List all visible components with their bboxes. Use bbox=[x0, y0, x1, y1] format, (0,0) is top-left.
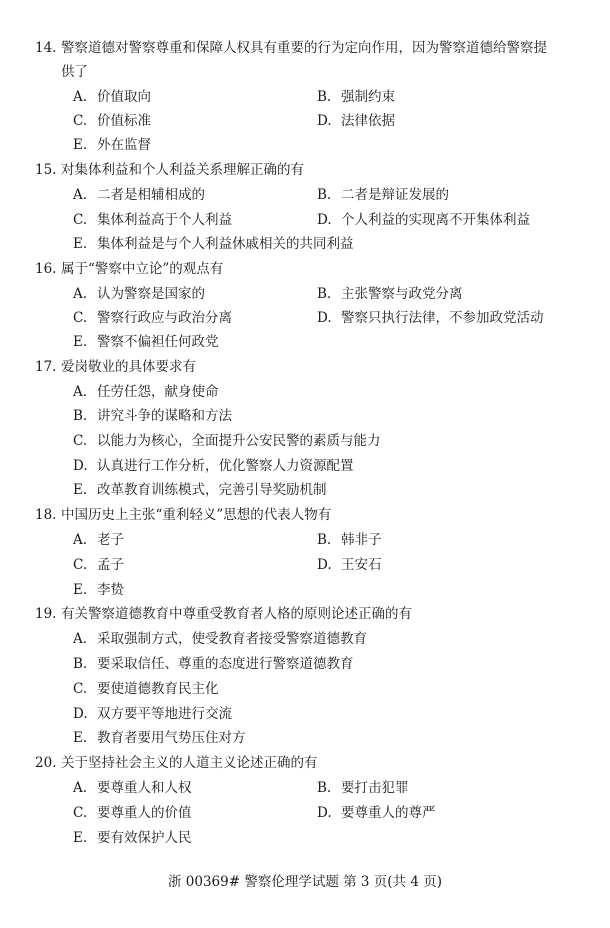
option-b bbox=[317, 528, 382, 552]
option-letter: B. bbox=[317, 89, 332, 105]
option-letter: B. bbox=[317, 532, 332, 548]
option-letter: B. bbox=[73, 408, 88, 424]
option-text: 强制约束 bbox=[341, 89, 395, 105]
option-b bbox=[317, 183, 449, 207]
option-letter: C. bbox=[73, 310, 88, 326]
option-text: 要尊重人的尊严 bbox=[341, 805, 436, 821]
option-letter: B. bbox=[73, 656, 88, 672]
option-letter: D. bbox=[317, 310, 332, 326]
option-text: 要有效保护人民 bbox=[97, 830, 192, 846]
option-d bbox=[317, 306, 544, 330]
option-text: 警察行政应与政治分离 bbox=[97, 310, 232, 326]
option-a bbox=[73, 282, 205, 306]
option-a bbox=[73, 776, 192, 800]
question-text: 关于坚持社会主义的人道主义论述正确的有 bbox=[61, 755, 318, 771]
option-letter: C. bbox=[73, 433, 88, 449]
option-c bbox=[73, 429, 381, 453]
option-a bbox=[73, 627, 367, 651]
option-text: 要尊重人的价值 bbox=[97, 805, 192, 821]
option-c bbox=[73, 306, 232, 330]
option-letter: D. bbox=[317, 557, 332, 573]
question-14 bbox=[35, 36, 575, 84]
option-letter: D. bbox=[73, 706, 88, 722]
option-c bbox=[73, 208, 232, 232]
option-letter: C. bbox=[73, 681, 88, 697]
question-text: 爱岗敬业的具体要求有 bbox=[61, 359, 196, 375]
option-letter: E. bbox=[73, 730, 88, 746]
option-text: 价值标准 bbox=[97, 113, 151, 129]
option-text: 孟子 bbox=[97, 557, 124, 573]
option-letter: B. bbox=[317, 187, 332, 203]
question-stem bbox=[35, 602, 575, 626]
question-number: 19. bbox=[35, 606, 57, 622]
option-text: 二者是相辅相成的 bbox=[97, 187, 205, 203]
option-text: 价值取向 bbox=[97, 89, 151, 105]
option-text: 韩非子 bbox=[341, 532, 382, 548]
option-letter: A. bbox=[73, 286, 88, 302]
option-d bbox=[73, 702, 232, 726]
option-e bbox=[73, 578, 124, 602]
option-e bbox=[73, 726, 246, 750]
question-stem bbox=[35, 751, 575, 775]
question-15 bbox=[35, 158, 575, 182]
option-letter: D. bbox=[317, 113, 332, 129]
option-text: 认为警察是国家的 bbox=[97, 286, 205, 302]
option-d bbox=[317, 109, 395, 133]
option-letter: D. bbox=[73, 458, 88, 474]
option-d bbox=[317, 801, 436, 825]
option-text: 王安石 bbox=[341, 557, 382, 573]
option-letter: E. bbox=[73, 582, 88, 598]
option-letter: B. bbox=[317, 780, 332, 796]
option-text: 要打击犯罪 bbox=[341, 780, 409, 796]
question-number: 14. bbox=[35, 40, 57, 56]
question-number: 15. bbox=[35, 162, 57, 178]
question-number: 16. bbox=[35, 261, 57, 277]
option-text: 警察只执行法律，不参加政党活动 bbox=[341, 310, 544, 326]
option-letter: C. bbox=[73, 212, 88, 228]
option-letter: A. bbox=[73, 89, 88, 105]
option-a bbox=[73, 380, 219, 404]
option-letter: B. bbox=[317, 286, 332, 302]
option-letter: A. bbox=[73, 532, 88, 548]
question-text: 中国历史上主张“重利轻义”思想的代表人物有 bbox=[61, 507, 332, 523]
question-number: 17. bbox=[35, 359, 57, 375]
question-stem bbox=[35, 158, 575, 182]
option-text: 外在监督 bbox=[97, 137, 151, 153]
option-text: 二者是辩证发展的 bbox=[341, 187, 449, 203]
question-text: 属于“警察中立论”的观点有 bbox=[61, 261, 224, 277]
option-letter: A. bbox=[73, 780, 88, 796]
option-text: 集体利益高于个人利益 bbox=[97, 212, 232, 228]
option-letter: E. bbox=[73, 482, 88, 498]
option-e bbox=[73, 232, 354, 256]
question-20 bbox=[35, 751, 575, 775]
option-b bbox=[317, 776, 409, 800]
option-a bbox=[73, 528, 124, 552]
option-text: 教育者要用气势压住对方 bbox=[97, 730, 246, 746]
option-e bbox=[73, 478, 327, 502]
option-text: 要使道德教育民主化 bbox=[97, 681, 219, 697]
question-stem bbox=[35, 257, 575, 281]
question-text: 警察道德对警察尊重和保障人权具有重要的行为定向作用，因为警察道德给警察提 bbox=[61, 40, 547, 56]
option-text: 李贽 bbox=[97, 582, 124, 598]
page-footer: 浙 00369# 警察伦理学试题 第 3 页(共 4 页) bbox=[167, 874, 442, 890]
option-c bbox=[73, 553, 124, 577]
option-c bbox=[73, 677, 219, 701]
option-text: 要尊重人和人权 bbox=[97, 780, 192, 796]
option-c bbox=[73, 801, 192, 825]
option-letter: D. bbox=[317, 805, 332, 821]
option-c bbox=[73, 109, 151, 133]
option-d bbox=[317, 553, 382, 577]
question-stem bbox=[35, 355, 575, 379]
option-e bbox=[73, 826, 192, 850]
option-letter: C. bbox=[73, 113, 88, 129]
option-letter: A. bbox=[73, 187, 88, 203]
option-text: 老子 bbox=[97, 532, 124, 548]
option-text: 法律依据 bbox=[341, 113, 395, 129]
option-letter: E. bbox=[73, 137, 88, 153]
option-a bbox=[73, 85, 151, 109]
question-18 bbox=[35, 503, 575, 527]
option-letter: A. bbox=[73, 384, 88, 400]
option-letter: D. bbox=[317, 212, 332, 228]
option-letter: E. bbox=[73, 830, 88, 846]
option-text: 警察不偏袒任何政党 bbox=[97, 334, 219, 350]
option-letter: A. bbox=[73, 631, 88, 647]
option-text: 主张警察与政党分离 bbox=[341, 286, 463, 302]
option-text: 双方要平等地进行交流 bbox=[97, 706, 232, 722]
option-b bbox=[73, 652, 354, 676]
question-16 bbox=[35, 257, 575, 281]
question-number: 18. bbox=[35, 507, 57, 523]
option-b bbox=[317, 85, 395, 109]
question-19 bbox=[35, 602, 575, 626]
question-text: 有关警察道德教育中尊重受教育者人格的原则论述正确的有 bbox=[61, 606, 412, 622]
option-letter: C. bbox=[73, 557, 88, 573]
option-text: 以能力为核心，全面提升公安民警的素质与能力 bbox=[97, 433, 381, 449]
option-text: 要采取信任、尊重的态度进行警察道德教育 bbox=[97, 656, 354, 672]
question-stem bbox=[35, 36, 575, 60]
option-text: 讲究斗争的谋略和方法 bbox=[97, 408, 232, 424]
question-text: 对集体利益和个人利益关系理解正确的有 bbox=[61, 162, 304, 178]
option-text: 任劳任怨，献身使命 bbox=[97, 384, 219, 400]
option-letter: E. bbox=[73, 334, 88, 350]
option-d bbox=[73, 454, 354, 478]
option-e bbox=[73, 133, 151, 157]
option-b bbox=[73, 404, 232, 428]
option-text: 改革教育训练模式，完善引导奖励机制 bbox=[97, 482, 327, 498]
option-d bbox=[317, 208, 530, 232]
option-letter: C. bbox=[73, 805, 88, 821]
option-text: 个人利益的实现离不开集体利益 bbox=[341, 212, 530, 228]
question-text-continued: 供了 bbox=[61, 64, 88, 80]
option-letter: E. bbox=[73, 236, 88, 252]
question-17 bbox=[35, 355, 575, 379]
option-text: 采取强制方式，使受教育者接受警察道德教育 bbox=[97, 631, 367, 647]
option-a bbox=[73, 183, 205, 207]
question-number: 20. bbox=[35, 755, 57, 771]
question-stem bbox=[35, 503, 575, 527]
option-b bbox=[317, 282, 463, 306]
option-text: 认真进行工作分析，优化警察人力资源配置 bbox=[97, 458, 354, 474]
option-e bbox=[73, 330, 219, 354]
option-text: 集体利益是与个人利益休戚相关的共同利益 bbox=[97, 236, 354, 252]
